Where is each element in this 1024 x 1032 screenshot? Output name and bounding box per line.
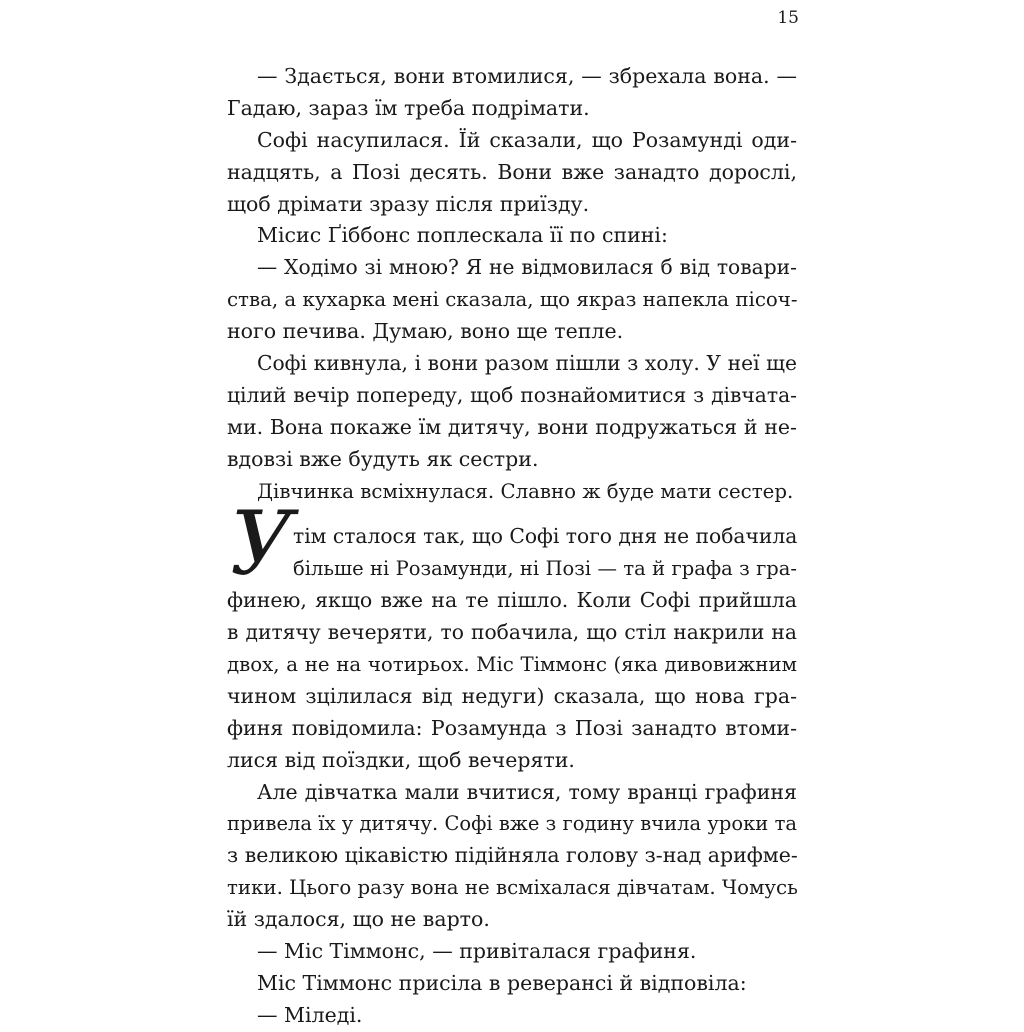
- paragraph-line: финя повідомила: Розамунда з Позі занадто втоми-: [227, 715, 797, 740]
- section-break: [227, 507, 797, 521]
- paragraph-line: цілий вечір попереду, щоб познайомитися з дівчата-: [227, 382, 797, 407]
- paragraph-line: финею, якщо вже на те пішло. Коли Софі прийшла: [227, 588, 797, 613]
- page-body: [227, 61, 797, 1032]
- paragraph-line: тики. Цього разу вона не всміхалася дівчатам. Чомусь: [227, 876, 798, 900]
- paragraph-line: більше ні Розамунди, ні Позі — та й графа з гра-: [293, 557, 797, 581]
- paragraph-line: ми. Вона покаже їм дитячу, вони подружаться й не-: [227, 414, 797, 439]
- paragraph-line: Але дівчатка мали вчитися, тому вранці графиня: [257, 779, 797, 804]
- paragraph-line: ства, а кухарка мені сказала, що якраз напекла пісоч-: [227, 288, 798, 312]
- paragraph-line: лися від поїздки, щоб вечеряти.: [227, 747, 575, 772]
- drop-cap: [228, 492, 294, 595]
- paragraph-line: надцять, а Позі десять. Вони вже занадто дорослі,: [227, 159, 797, 184]
- paragraph-line: Дівчинка всміхнулася. Славно ж буде мати сестер.: [257, 479, 794, 503]
- paragraph-line: — Здається, вони втомилися, — збрехала вона. —: [257, 64, 797, 88]
- paragraph-line: щоб дрімати зразу після приїзду.: [227, 191, 590, 216]
- paragraph-line: привела їх у дитячу. Софі вже з годину вчила уроки та: [227, 812, 797, 836]
- paragraph-line: тім сталося так, що Софі того дня не побачила: [293, 524, 798, 549]
- paragraph-line: вдовзі вже будуть як сестри.: [227, 446, 539, 471]
- paragraph-line: — Ходімо зі мною? Я не відмовилася б від товари-: [257, 255, 797, 280]
- paragraph-line: з великою цікавістю підійняла голову з-над арифме-: [227, 843, 798, 868]
- paragraph-line: двох, а не на чотирьох. Міс Тіммонс (яка дивовижним: [227, 653, 797, 677]
- paragraph-line: чином зцілилася від недуги) сказала, що нова гра-: [227, 683, 797, 708]
- page-number: 15: [777, 8, 799, 28]
- paragraph-line: Міс Тіммонс присіла в реверансі й відповіла:: [257, 970, 747, 995]
- paragraph-line: Софі кивнула, і вони разом пішли з холу. У неї ще: [257, 351, 797, 376]
- paragraph-line: Софі насупилася. Їй сказали, що Розамунді оди-: [257, 127, 797, 152]
- paragraph-line: — Міс Тіммонс, — привіталася графиня.: [257, 939, 697, 964]
- paragraph-line: ного печива. Думаю, воно ще тепле.: [227, 319, 624, 344]
- paragraph-line: Гадаю, зараз їм треба подрімати.: [227, 95, 590, 120]
- paragraph-line: Місис Ґіббонс поплескала її по спині:: [257, 223, 668, 248]
- paragraph-line: їй здалося, що не варто.: [227, 907, 490, 932]
- drop-cap-letter: У: [230, 492, 294, 595]
- paragraph-line: — Міледі.: [257, 1002, 363, 1027]
- paragraph-line: в дитячу вечеряти, то побачила, що стіл накрили на: [227, 620, 797, 645]
